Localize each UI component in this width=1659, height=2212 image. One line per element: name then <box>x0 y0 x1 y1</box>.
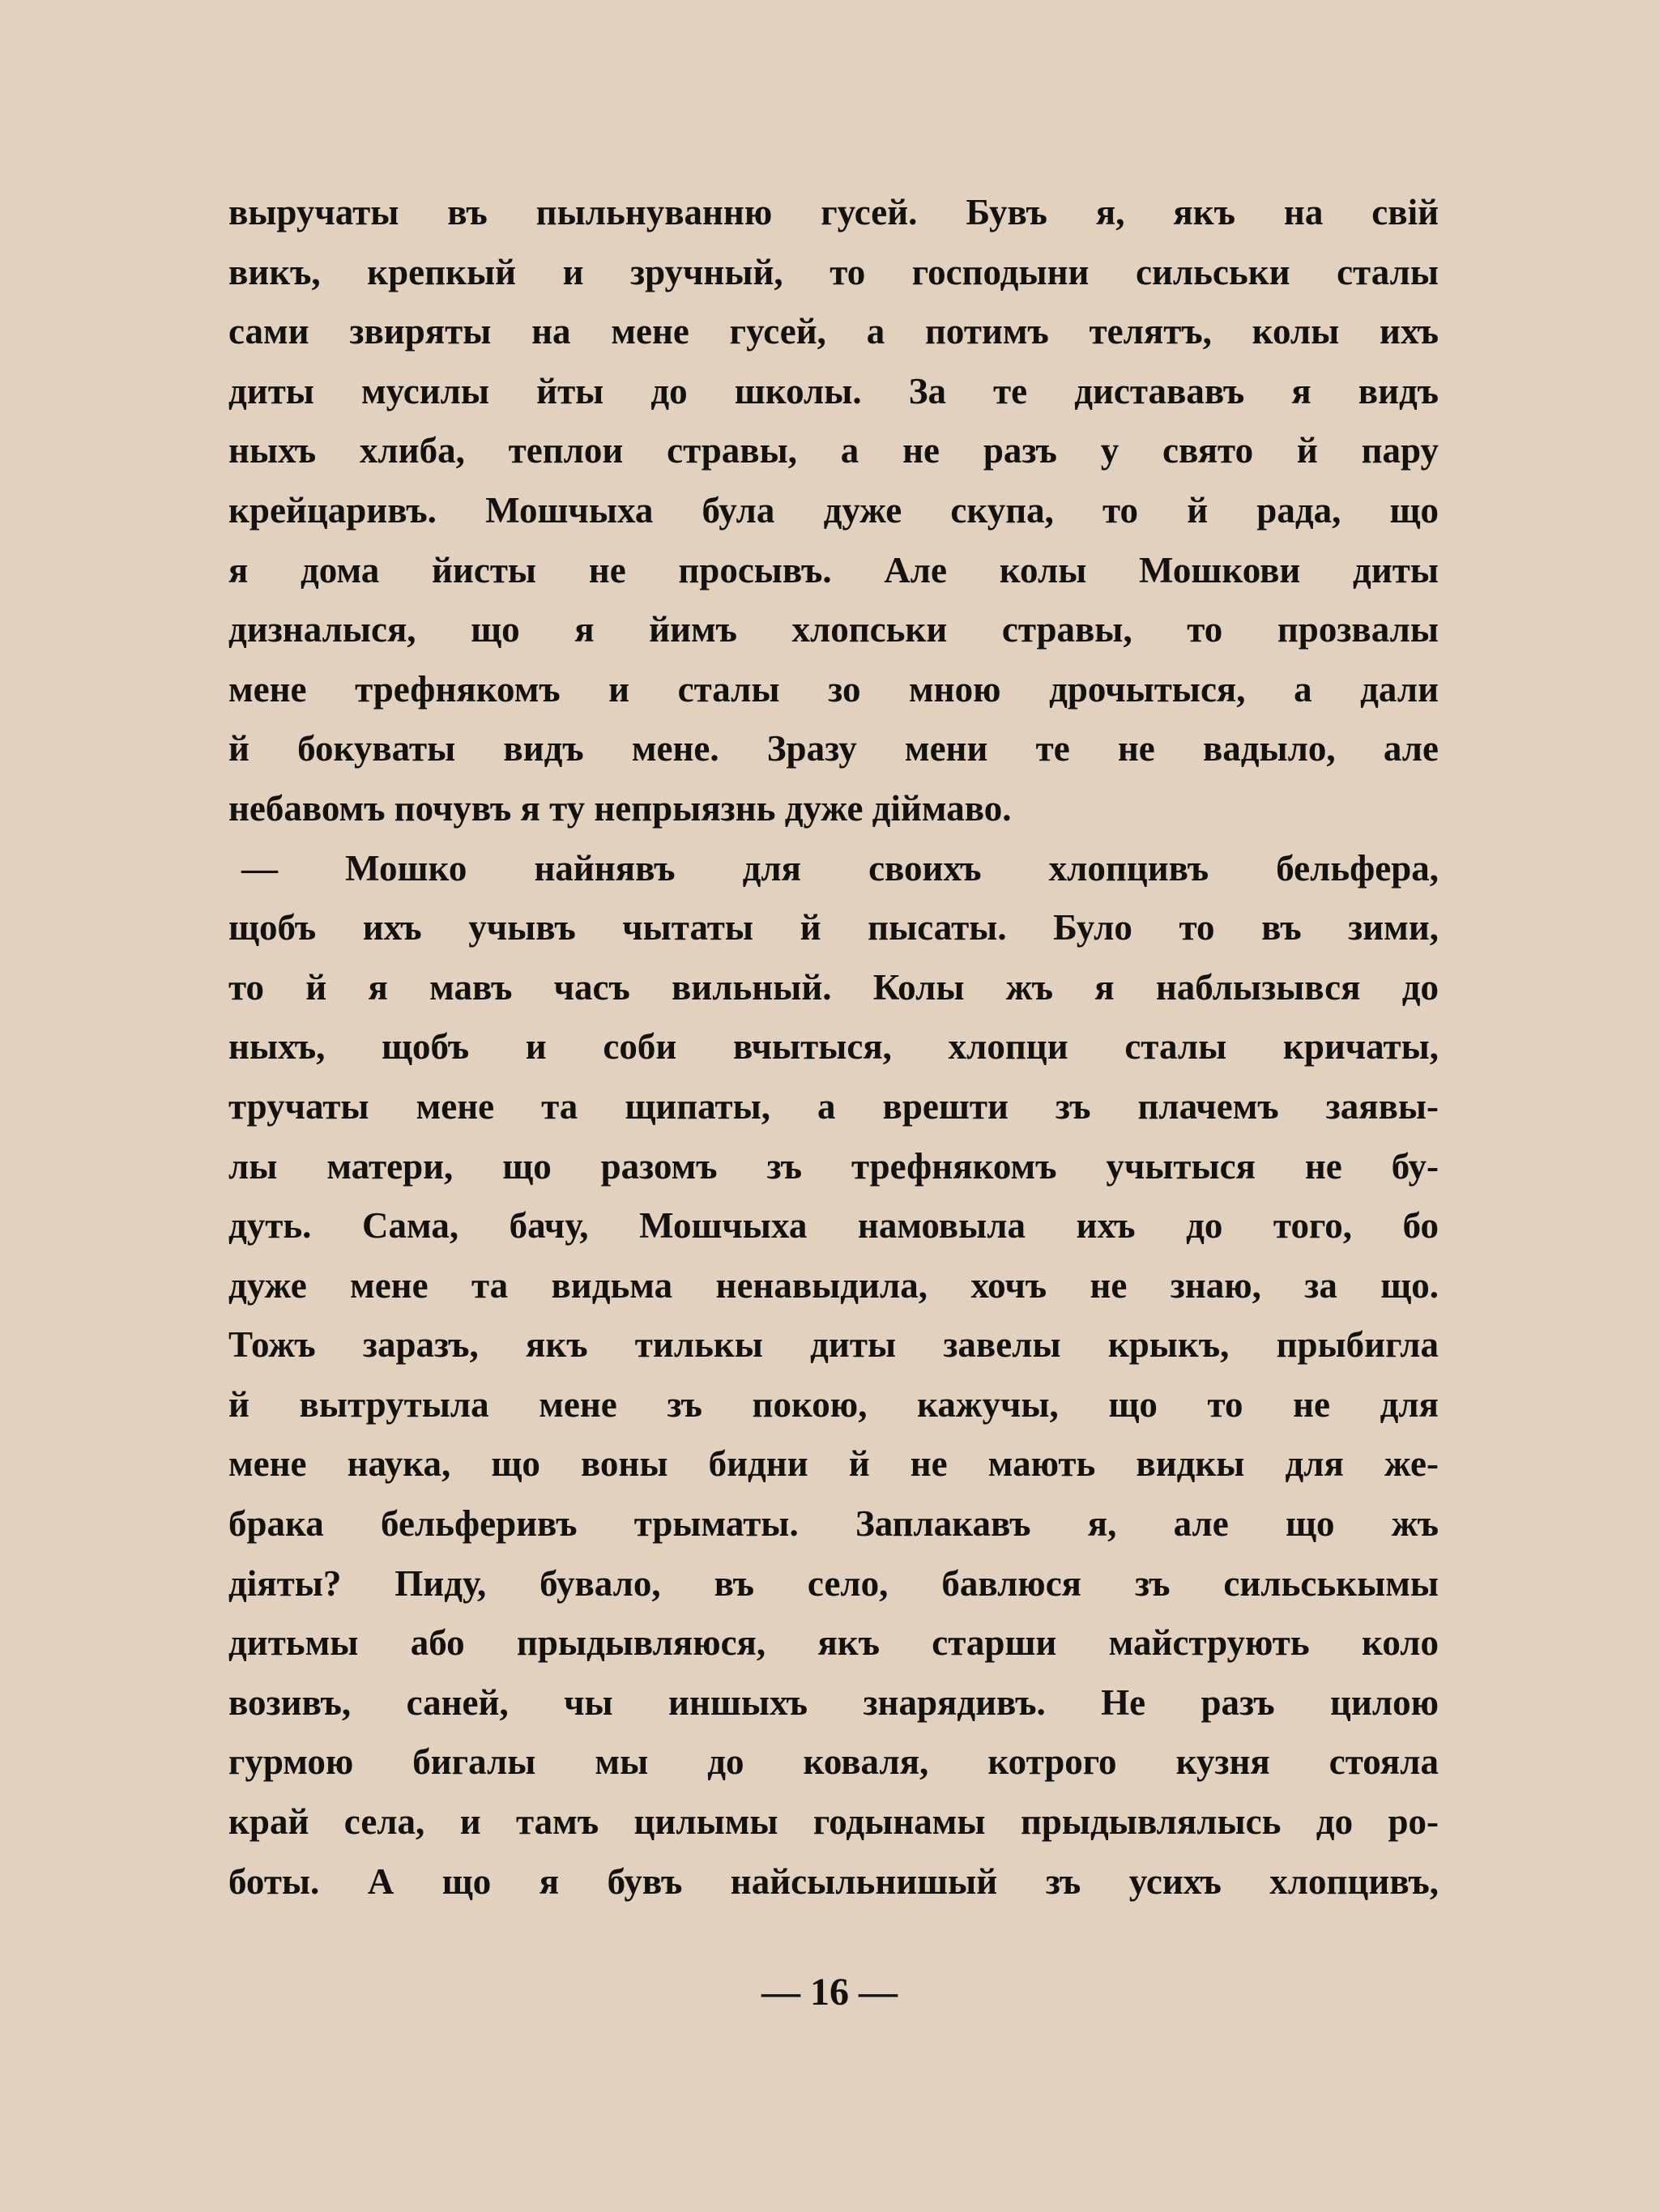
page-number: — 16 — <box>761 1971 898 2014</box>
text-line: диты мусилы йты до школы. За те дистававъ я видъ <box>228 370 1439 411</box>
text-line: небавомъ почувъ я ту непрыязнь дуже діймаво. <box>228 787 1012 829</box>
text-line: возивъ, саней, чы иншыхъ знарядивъ. Не разъ цилою <box>228 1681 1439 1723</box>
text-line: крейцаривъ. Мошчыха була дуже скупа, то й рада, що <box>228 489 1439 531</box>
text-line: ныхъ, щобъ и соби вчытыся, хлопци сталы кричаты, <box>228 1026 1439 1068</box>
text-line: брака бельферивъ трыматы. Заплакавъ я, але що жъ <box>228 1503 1439 1545</box>
text-line: я дома йисты не просывъ. Але колы Мошкови диты <box>228 549 1439 590</box>
text-line: Тожъ заразъ, якъ тилькы диты завелы крыкъ, прыбигла <box>228 1324 1439 1366</box>
text-line: сами звиряты на мене гусей, а потимъ телятъ, колы ихъ <box>228 311 1439 352</box>
text-line: й вытрутыла мене зъ покою, кажучы, що то не для <box>228 1383 1439 1425</box>
text-line: мене наука, що воны бидни й не мають видкы для же- <box>228 1443 1439 1485</box>
text-line: діяты? Пиду, бувало, въ село, бавлюся зъ сильськымы <box>228 1562 1439 1604</box>
text-line: ныхъ хлиба, теплои стравы, а не разъ у свято й пару <box>228 430 1439 471</box>
text-line: викъ, крепкый и зручный, то господыни сильськи сталы <box>228 251 1439 292</box>
text-line: лы матери, що разомъ зъ трефнякомъ учытыся не бу- <box>228 1145 1439 1187</box>
text-line: мене трефнякомъ и сталы зо мною дрочытыся, а дали <box>228 668 1439 710</box>
text-line: — Мошко найнявъ для своихъ хлопцивъ бельфера, <box>241 847 1439 889</box>
text-line: выручаты въ пыльнуванню гусей. Бувъ я, якъ на свій <box>228 192 1439 232</box>
text-line: щобъ ихъ учывъ чытаты й пысаты. Було то въ зими, <box>228 907 1439 948</box>
text-line: й бокуваты видъ мене. Зразу мени те не вадыло, але <box>228 728 1439 769</box>
text-line: то й я мавъ часъ вильный. Колы жъ я наблызывся до <box>228 966 1439 1008</box>
text-line: тручаты мене та щипаты, а врешти зъ плачемъ заявы- <box>228 1085 1439 1127</box>
text-line: дитьмы або прыдывляюся, якъ старши майструють коло <box>228 1622 1439 1664</box>
text-line: дизналыся, що я йимъ хлопськи стравы, то прозвалы <box>228 609 1439 650</box>
text-line: дуть. Сама, бачу, Мошчыха намовыла ихъ до того, бо <box>228 1205 1439 1247</box>
text-line: край села, и тамъ цилымы годынамы прыдывлялысь до ро- <box>228 1801 1439 1843</box>
text-line: дуже мене та видьма ненавыдила, хочъ не знаю, за що. <box>228 1264 1439 1306</box>
text-line: гурмою бигалы мы до коваля, котрого кузня стояла <box>228 1741 1439 1783</box>
body-text <box>228 183 1439 1912</box>
text-line: боты. А що я бувъ найсыльнишый зъ усихъ хлопцивъ, <box>228 1860 1439 1902</box>
